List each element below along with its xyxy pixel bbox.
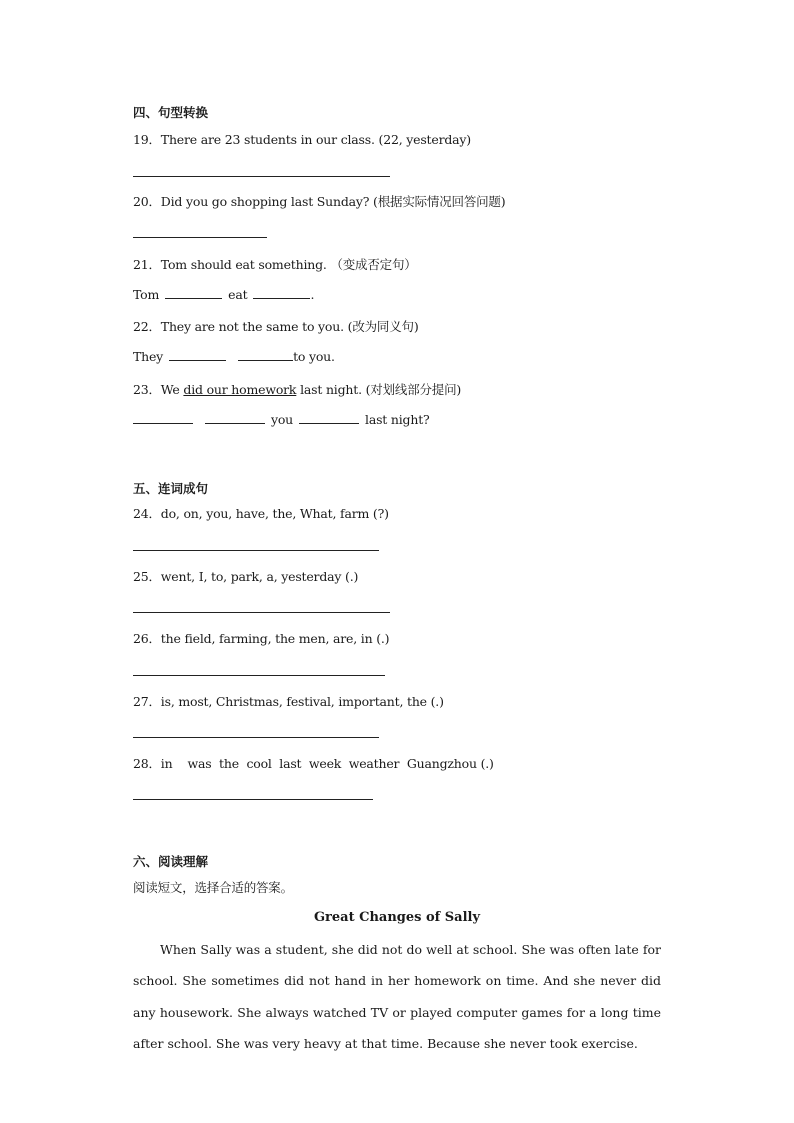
question-23-underlined: did our homework [183, 382, 297, 397]
answer-21-period: . [310, 287, 315, 302]
blank-23-3[interactable] [299, 411, 359, 424]
blank-21-2[interactable] [253, 286, 310, 299]
answer-row-22 [133, 348, 335, 364]
section-6-heading: 六、阅读理解 [133, 854, 209, 869]
question-24: 24．do, on, you, have, the, What, farm (?) [133, 506, 389, 521]
question-19: 19．There are 23 students in our class. (22, yesterday) [133, 132, 471, 147]
answer-22-to-you: to you. [293, 349, 335, 364]
answer-23-last-night: last night? [365, 412, 430, 427]
blank-22-1[interactable] [169, 348, 226, 361]
passage-title: Great Changes of Sally [313, 910, 481, 925]
answer-22-word-they: They [133, 349, 164, 364]
question-21: 21．Tom should eat something. （变成否定句） [133, 257, 417, 272]
answer-line-26[interactable] [133, 675, 385, 676]
answer-23-you: you [271, 412, 294, 427]
answer-21-word-eat: eat [228, 287, 248, 302]
question-28: 28．in was the cool last week weather Guangzhou (.) [133, 756, 494, 771]
answer-line-19[interactable] [133, 176, 390, 177]
blank-23-1[interactable] [133, 411, 193, 424]
blank-22-2[interactable] [238, 348, 293, 361]
question-23-suffix: last night. (对划线部分提问) [296, 382, 462, 397]
answer-21-word-tom: Tom [133, 287, 160, 302]
answer-line-28[interactable] [133, 799, 373, 800]
question-20: 20．Did you go shopping last Sunday? (根据实际情况回答问题) [133, 194, 506, 209]
reading-instruction: 阅读短文，选择合适的答案。 [133, 880, 293, 895]
section-5-heading: 五、连词成句 [133, 481, 209, 496]
question-26: 26．the field, farming, the men, are, in (.) [133, 631, 390, 646]
question-23-prefix: 23．We [133, 382, 184, 397]
answer-row-21 [133, 286, 314, 302]
passage-paragraph: When Sally was a student, she did not do well at school. She was often late for school. She sometimes did not hand in her homework on time. And she never did any housework. She always watched TV or played computer games for a long time after school. She was very heavy at that time. Because she never took exercise. [133, 942, 661, 1051]
blank-21-1[interactable] [165, 286, 222, 299]
question-27: 27．is, most, Christmas, festival, important, the (.) [133, 694, 444, 709]
question-23 [133, 380, 461, 398]
answer-line-20[interactable] [133, 237, 267, 238]
question-22: 22．They are not the same to you. (改为同义句) [133, 319, 419, 334]
answer-line-27[interactable] [133, 737, 379, 738]
section-4-heading: 四、句型转换 [133, 105, 209, 120]
question-25: 25．went, I, to, park, a, yesterday (.) [133, 569, 359, 584]
answer-line-25[interactable] [133, 612, 390, 613]
answer-line-24[interactable] [133, 550, 379, 551]
answer-row-23 [133, 411, 430, 427]
blank-23-2[interactable] [205, 411, 265, 424]
